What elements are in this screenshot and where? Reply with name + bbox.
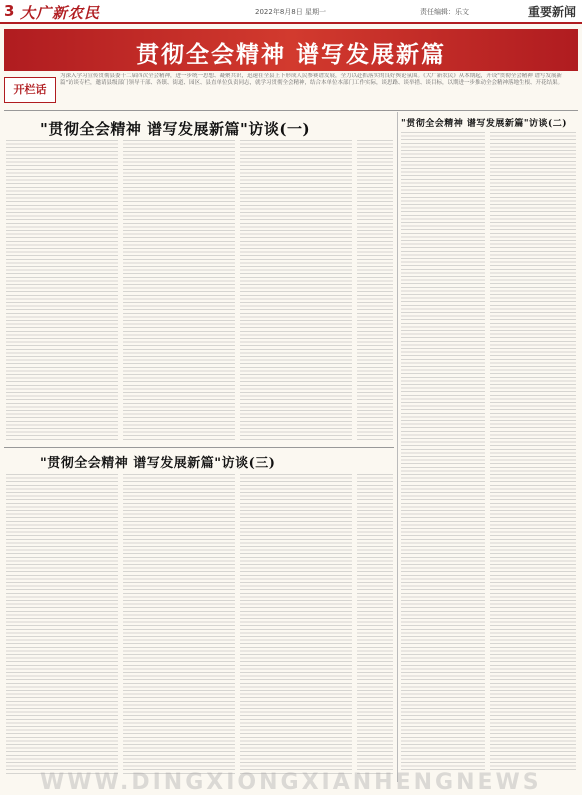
article-1-title: "贯彻全会精神 谱写发展新篇"访谈(一): [40, 120, 311, 138]
article-2-title: "贯彻全会精神 谱写发展新篇"访谈(二): [401, 119, 568, 129]
article-2-column-1: [401, 132, 485, 772]
article-3-title: "贯彻全会精神 谱写发展新篇"访谈(三): [40, 456, 276, 471]
divider: [4, 447, 394, 448]
banner-title: 贯彻全会精神 谱写发展新篇: [135, 41, 446, 68]
article-3-column-1: [6, 474, 118, 774]
column-divider: [397, 112, 398, 782]
section-name: 重要新闻: [527, 5, 576, 19]
intro-text: 为深入学习宣传贯彻县委十二届四次全会精神，进一步统一思想、凝聚共识，迅速在全县上下形成人民参赛谱发展，全力以赴抓落实的良好舆论氛围。《大广新农民》从本期起，开设"贯彻全会精神 谱写发展新篇"访谈专栏，邀请县级部门领导干部、各镇、街道、园区、县直单位负责同志，就学习贯彻全会精神，结合本单位本部门工作实际，谈思路、谈举措、谈目标，以期进一步推动全会精神落地生根、开花结果。: [60, 73, 564, 86]
article-3-column-4: [357, 474, 393, 774]
feature-banner: [4, 29, 578, 71]
masthead: [0, 0, 582, 24]
newspaper-brand: 大广新农民: [20, 4, 101, 22]
article-2-column-2: [490, 132, 576, 772]
issue-date: 2022年8月8日 星期一: [255, 8, 326, 16]
divider: [4, 110, 578, 111]
watermark: WWW.DINGXIONGXIANHENGNEWS: [40, 770, 542, 795]
article-1-column-2: [123, 140, 235, 440]
article-1-column-3: [240, 140, 352, 440]
article-3-column-2: [123, 474, 235, 774]
article-3-column-3: [240, 474, 352, 774]
column-tag: 开栏话: [4, 77, 56, 103]
article-1-column-4: [357, 140, 393, 440]
article-1-column-1: [6, 140, 118, 440]
editor-credit: 责任编辑：乐文: [420, 8, 469, 16]
page-number: 3: [4, 2, 15, 20]
